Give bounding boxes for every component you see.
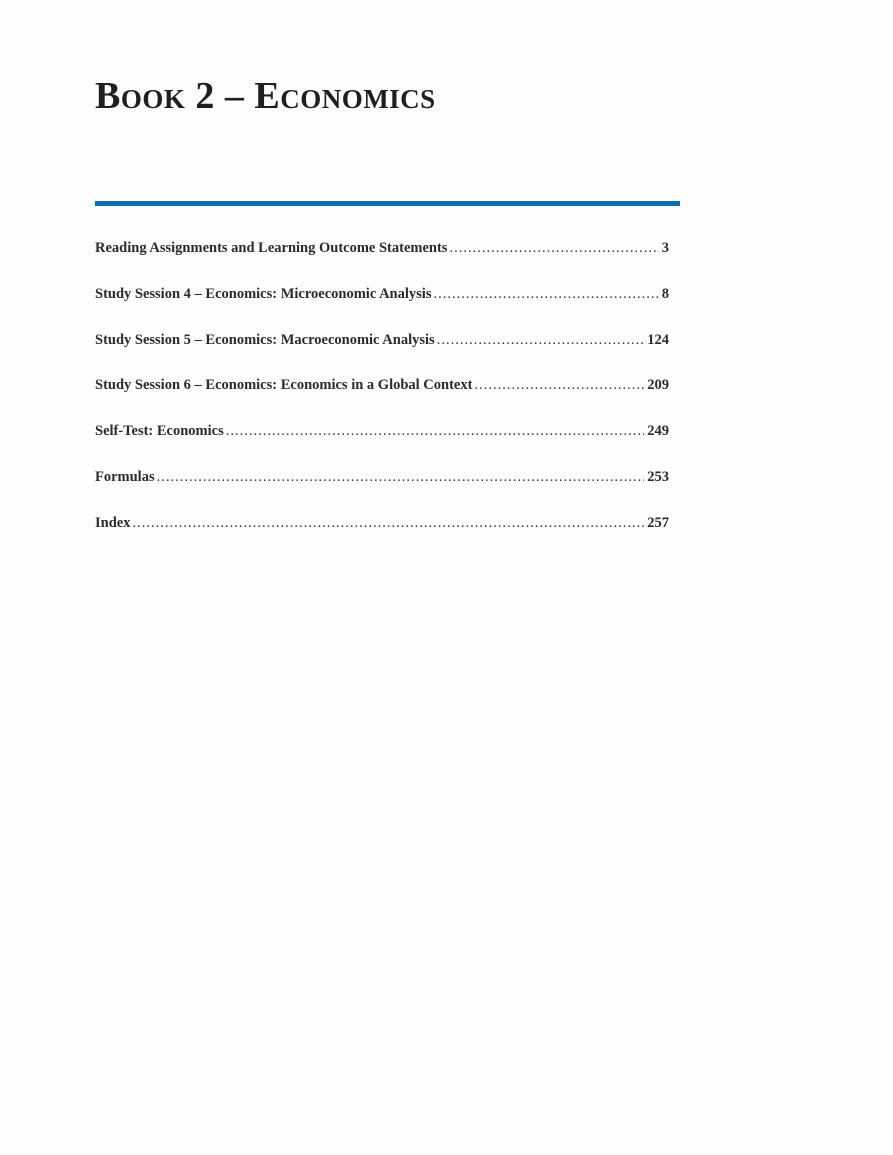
toc-entry-formulas[interactable]: [95, 469, 669, 515]
toc-entry-label: Formulas: [95, 468, 155, 485]
toc-entry-label: Self-Test: Economics: [95, 423, 224, 440]
toc-entry-index[interactable]: [95, 515, 669, 561]
toc-entry-label: Index: [95, 514, 131, 531]
toc-entry-page-number: 124: [647, 331, 669, 348]
toc-dot-leader: [433, 286, 658, 303]
page-title: Book 2 – Economics: [95, 75, 436, 117]
toc-dot-leader: [449, 240, 658, 257]
toc-entry-label: Study Session 5 – Economics: Macroeconomic Analysis: [95, 331, 435, 348]
toc-entry-page-number: 3: [661, 240, 669, 256]
title-rule: [95, 201, 680, 206]
toc-entry-label: Study Session 4 – Economics: Microeconomic Analysis: [95, 285, 432, 302]
toc-entry-page-number: 253: [647, 468, 669, 485]
toc-entry-label: Study Session 6 – Economics: Economics in a Global Context: [95, 377, 473, 394]
toc-dot-leader: [157, 469, 645, 486]
toc-entry-page-number: 257: [647, 514, 669, 531]
table-of-contents: [95, 240, 669, 561]
toc-dot-leader: [226, 423, 645, 440]
toc-dot-leader: [474, 377, 644, 394]
toc-dot-leader: [132, 515, 644, 532]
toc-dot-leader: [437, 332, 645, 349]
toc-entry-study-session-6[interactable]: [95, 377, 669, 423]
toc-entry-reading-assignments[interactable]: [95, 240, 669, 286]
toc-entry-page-number: 249: [647, 423, 669, 440]
toc-entry-page-number: 209: [647, 377, 669, 394]
toc-entry-label: Reading Assignments and Learning Outcome Statements: [95, 240, 448, 256]
toc-entry-study-session-5[interactable]: [95, 332, 669, 378]
toc-entry-study-session-4[interactable]: [95, 286, 669, 332]
toc-entry-self-test[interactable]: [95, 423, 669, 469]
toc-entry-page-number: 8: [661, 285, 669, 302]
